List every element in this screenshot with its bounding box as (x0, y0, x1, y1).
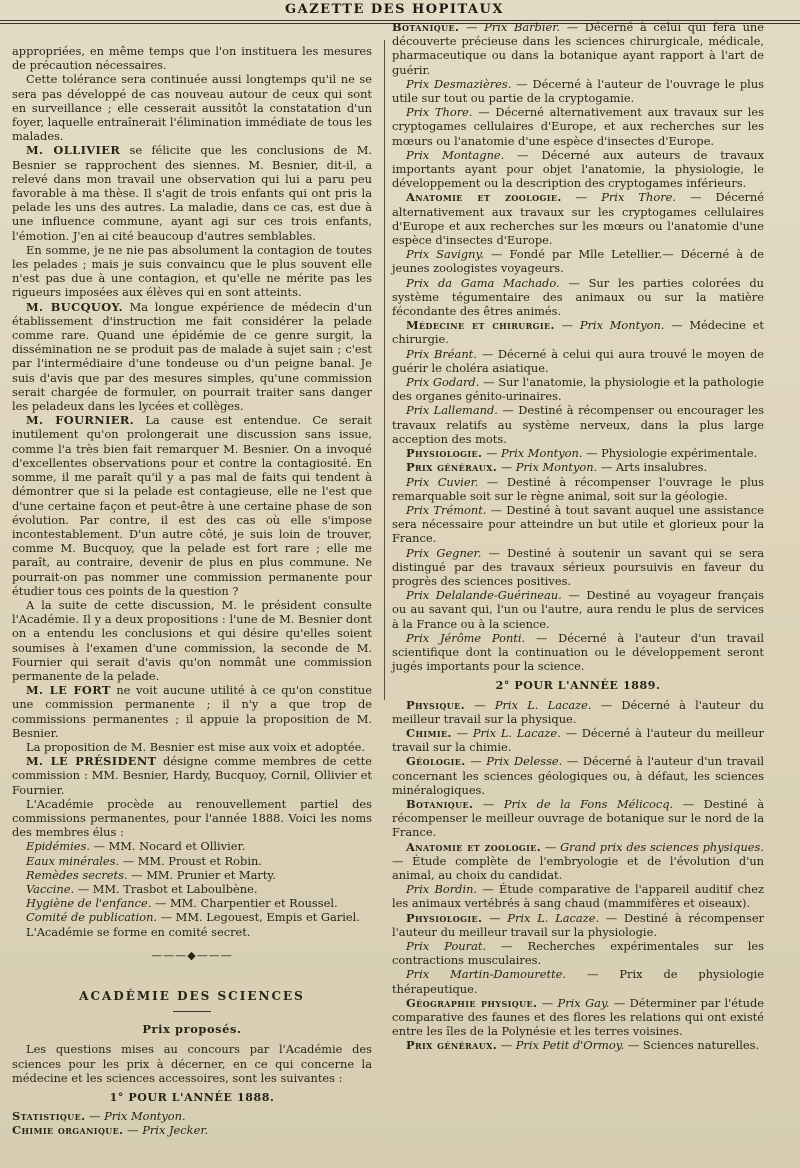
prize-category: Anatomie et zoologie. (406, 190, 562, 205)
commission-name: Hygiène de l'enfance. (26, 896, 152, 911)
prize-text: — Destiné à récompenser ou encourager les travaux relatifs au système nerveux, dans la plus large acception des mots. (392, 403, 764, 446)
prize-name: Grand prix des sciences physiques. (560, 839, 764, 854)
prize-name: Prix Gegner. (406, 545, 482, 560)
prize-name: Prix Petit d'Ormoy. (515, 1038, 625, 1053)
paragraph (12, 300, 372, 414)
paragraph-text: Ma longue expérience de médecin d'un établissement d'instruction me fait considérer la pelade comme rare. Quand une épidémie de ce genre surgit, la dissémination ne se produit pas de malade à sujet sain ; c'est par l'intermédiaire d'une tondeuse ou d'un peigne banal. Je suis d'avis que par des mesures simples, qu'une commission serait chargée de formuler, on pourrait traiter sans danger les peladeux dans les lycées et collèges. (12, 299, 372, 414)
prize-category: Statistique. (12, 1109, 86, 1124)
paragraph: appropriées, en même temps que l'on instituera les mesures de précaution nécessaires. (12, 44, 372, 73)
prize-text: — Médecine et chirurgie. (392, 318, 764, 347)
prize-category: Chimie organique. (12, 1123, 124, 1138)
commission-item (12, 839, 372, 853)
prize-text: — Décerné à celui qui aura trouvé le moyen de guérir le choléra asiatique. (392, 346, 765, 375)
prize-item: Physiologie. — Prix Montyon. — Physiologie expérimentale. (406, 446, 758, 461)
prize-item (392, 77, 764, 105)
paragraph: L'Académie procède au renouvellement partiel des commissions permanentes, pour l'année 1888. Voici les noms des membres élus : (12, 796, 372, 840)
prize-name: Prix Gay. (557, 995, 610, 1010)
prize-item (392, 503, 764, 546)
commission-item (12, 896, 372, 910)
prize-item (392, 631, 764, 674)
prize-text: — Décerné à l'auteur de l'ouvrage le plus utile sur tout ou partie de la cryptogamie. (392, 76, 764, 106)
prize-item: Géographie physique. — Prix Gay. — Déterminer par l'étude comparative des faunes et des flores les relations qui ont existé entre les îles de la Polynésie et les terres voisines. (392, 995, 764, 1039)
section-rule (173, 1011, 211, 1012)
prize-name: Prix Lallemand. (406, 403, 498, 418)
prize-item (392, 546, 764, 589)
prize-item (392, 967, 764, 995)
prize-text: — Destiné à récompenser l'ouvrage le plus remarquable soit sur le règne animal, soit sur la géologie. (392, 474, 765, 503)
prize-name: Prix Montyon. (104, 1109, 186, 1124)
prize-item (392, 403, 764, 446)
prize-item (392, 347, 764, 375)
paragraph: La proposition de M. Besnier est mise aux voix et adoptée. (26, 739, 365, 754)
prize-name: Prix Jérôme Ponti. (406, 630, 526, 645)
paragraph (12, 683, 372, 740)
prize-category: Prix généraux. (406, 460, 498, 475)
prize-text: — Destiné à récompenser l'auteur du meilleur travail sur la physiologie. (392, 910, 765, 939)
prize-item (392, 148, 764, 191)
prize-text: — Décerné alternativement aux travaux sur les cryptogames cellulaires d'Europe et aux recherches sur les mœurs ou l'anatomie d'une espèce d'insectes d'Europe. (392, 190, 764, 248)
prize-item: Physique. — Prix L. Lacaze. — Décerné à l'auteur du meilleur travail sur la physique. (392, 697, 764, 726)
prize-text: — Recherches expérimentales sur les contractions musculaires. (392, 939, 764, 968)
prize-category: Anatomie et zoologie. (406, 839, 542, 854)
speaker-name: M. BUCQUOY. (26, 299, 123, 314)
speaker-name: M. LE PRÉSIDENT (26, 754, 157, 769)
paragraph-text: La cause est entendue. Ce serait inutilement qu'on prolongerait une discussion sans issue, comme l'a très bien fait remarquer M. Besnier. On a invoqué d'excellentes observations pour et contre la contagiosité. En somme, il me paraît qu'il y a pas mal de faits qui tendent à démontrer que si la pelade est contagieuse, elle ne l'est que d'une certaine façon et peut-être à une certaine phase de son évolution. Par contre, il est des cas où elle s'impose incontestablement. D'un autre côté, je suis loin de trouver, comme M. Bucquoy, que la pelade est fort rare ; elle me paraît, au contraire, devenir de plus en plus commune. Ne pourrait-on pas nommer une commission permanente pour étudier tous ces points de la question ? (12, 413, 372, 598)
prize-item: Chimie. — Prix L. Lacaze. — Décerné à l'auteur du meilleur travail sur la chimie. (392, 725, 764, 755)
commission-members: — MM. Nocard et Ollivier. (89, 839, 246, 854)
prize-item: Botanique. — Prix de la Fons Mélicocq. — Destiné à récompenser le meilleur ouvrage de botanique sur le nord de la France. (392, 796, 765, 840)
prize-text: — Destiné au voyageur français ou au savant qui, l'un ou l'autre, aura rendu le plus de services à la France ou à la science. (392, 588, 764, 631)
prize-category: Physiologie. (406, 446, 483, 461)
prize-name: Prix L. Lacaze. (507, 910, 600, 925)
prize-text: — Étude comparative de l'appareil auditif chez les animaux vertébrés à sang chaud (mammifères et oiseaux). (392, 882, 764, 911)
commission-name: Vaccine. (26, 881, 75, 896)
prize-item: Prix généraux. — Prix Petit d'Ormoy. — Sciences naturelles. (406, 1038, 760, 1053)
prize-category: Physique. (406, 697, 465, 712)
prize-item: Médecine et chirurgie. — Prix Montyon. — Médecine et chirurgie. (392, 318, 764, 347)
prize-name: Prix Thore. (406, 105, 473, 120)
prize-name: Prix Montagne. (406, 147, 505, 162)
prize-item (392, 882, 764, 910)
prize-name: Prix Godard. (406, 375, 480, 390)
section-title: ACADÉMIE DES SCIENCES (79, 989, 305, 1003)
prize-name: Prix Bréant. (406, 346, 477, 361)
year-heading: 2° POUR L'ANNÉE 1889. (495, 679, 661, 693)
prize-item (392, 105, 764, 148)
prize-name: Prix Trémont. (406, 502, 487, 517)
prize-name: Prix Delalande-Guérineau. (406, 588, 562, 603)
year-heading: 1° POUR L'ANNÉE 1888. (109, 1091, 275, 1105)
paragraph: Cette tolérance sera continuée aussi longtemps qu'il ne se sera pas développé de cas nouveau autour de ceux qui sont en surveillance ; elle cesserait aussitôt la constatation d'un foyer, laquelle entraînerait l'élimination immédiate de tous les malades. (12, 72, 372, 144)
prize-item: Anatomie et zoologie. — Prix Thore. — Décerné alternativement aux travaux sur les cryptogames cellulaires d'Europe et aux recherches sur les mœurs ou l'anatomie d'une espèce d'insectes d'Europe. (392, 190, 764, 248)
paragraph (12, 143, 372, 242)
prize-text: — Arts insalubres. (600, 460, 708, 475)
paragraph (12, 413, 372, 598)
prize-item: Géologie. — Prix Delesse. — Décerné à l'auteur d'un travail concernant les sciences géologiques ou, à défaut, les sciences minéralogiques. (392, 754, 764, 797)
prize-item: Prix généraux. — Prix Montyon. — Arts insalubres. (406, 460, 708, 475)
prize-category: Géologie. (406, 754, 466, 769)
commission-members: — MM. Prunier et Marty. (127, 867, 276, 882)
prize-category: Chimie. (406, 725, 452, 740)
prize-item: Statistique. — Prix Montyon. (12, 1109, 186, 1124)
paragraph (12, 754, 372, 797)
column-divider (384, 40, 385, 700)
prize-name: Prix de la Fons Mélicocq. (503, 796, 674, 811)
commission-members: — MM. Proust et Robin. (119, 853, 262, 868)
prize-text: — Fondé par Mlle Letellier.— Décerné à de jeunes zoologistes voyageurs. (392, 247, 765, 276)
prize-name: Prix Delesse. (486, 754, 563, 769)
commission-item (12, 910, 372, 924)
prize-category: Botanique. (406, 796, 474, 811)
section-ornament: ———◆——— (151, 948, 233, 962)
paragraph: L'Académie se forme en comité secret. (26, 924, 251, 939)
commission-members: — MM. Legouest, Empis et Gariel. (157, 910, 360, 925)
speaker-name: M. OLLIVIER (26, 143, 121, 158)
speaker-name: M. LE FORT (26, 683, 111, 698)
prize-item: Physiologie. — Prix L. Lacaze. — Destiné à récompenser l'auteur du meilleur travail sur la physiologie. (392, 910, 765, 939)
commission-name: Epidémies. (26, 839, 90, 854)
prize-text: — Décerné à celui qui fera une découverte précieuse dans les sciences chirurgicale, médicale, pharmaceutique ou dans la botanique ayant rapport à l'art de guérir. (392, 20, 764, 77)
prize-name: Prix Jecker. (142, 1123, 209, 1138)
prize-text: — Décerné à l'auteur d'un travail concernant les sciences géologiques ou, à défaut, les sciences minéralogiques. (392, 754, 764, 797)
prize-text: — Décerné à l'auteur du meilleur travail sur la physique. (392, 697, 764, 726)
prize-name: Prix Montyon. (501, 446, 583, 461)
paragraph: Les questions mises au concours par l'Académie des sciences pour les prix à décerner, en ce qui concerne la médecine et les sciences accessoires, sont les suivantes : (12, 1042, 372, 1085)
prize-text: — Sur l'anatomie, la physiologie et la pathologie des organes génito-urinaires. (392, 375, 764, 404)
prize-category: Médecine et chirurgie. (406, 318, 555, 333)
paragraph: En somme, je ne nie pas absolument la contagion de toutes les pelades ; mais je suis convaincu que le plus souvent elle n'est pas due à une contagion, et qu'elle ne mérite pas les rigueurs imposées aux élèves qui en sont atteints. (12, 242, 372, 300)
prize-item: Anatomie et zoologie. — Grand prix des sciences physiques. — Étude complète de l'embryologie et de l'évolution d'un animal, au choix du candidat. (392, 839, 764, 882)
prize-category: Botanique. (392, 20, 460, 34)
prize-name: Prix Montyon. (515, 460, 598, 475)
prize-item (392, 247, 764, 275)
commission-name: Eaux minérales. (26, 853, 120, 868)
prize-item: Botanique. — Prix Barbier. — Décerné à celui qui fera une découverte précieuse dans les sciences chirurgicale, médicale, pharmaceutique ou dans la botanique ayant rapport à l'art de guérir. (392, 20, 764, 77)
commission-item (12, 854, 372, 868)
prize-category: Géographie physique. (406, 995, 538, 1010)
subsection-title: Prix proposés. (142, 1022, 242, 1037)
prize-category: Physiologie. (406, 910, 483, 925)
prize-name: Prix Savigny. (406, 247, 485, 262)
left-column (12, 44, 372, 1138)
prize-name: Prix Barbier. (484, 20, 561, 34)
commission-name: Comité de publication. (26, 910, 158, 925)
prize-text: — Physiologie expérimentale. (586, 446, 758, 461)
prize-name: Prix Thore. (601, 190, 677, 205)
prize-name: Prix Montyon. (579, 318, 665, 333)
paragraph-text: se félicite que les conclusions de M. Besnier se rapprochent des siennes. M. Besnier, dit-il, a relevé dans mon travail une observation qui lui a paru peu favorable à ma thèse. Il s'agit de trois enfants qui ont pris la pelade les uns des autres. La maladie, dans ce cas, est due à une influence commune, ayant agi sur ces trois enfants, l'émotion. J'en ai cité beaucoup d'autres semblables. (12, 143, 372, 243)
prize-text: — Destiné à soutenir un savant qui se sera distingué par des travaux sérieux poursuivis en faveur du progrès des sciences positives. (392, 545, 764, 588)
prize-name: Prix Cuvier. (406, 474, 479, 489)
commission-name: Remèdes secrets. (26, 867, 128, 882)
paragraph-text: désigne comme membres de cette commission : MM. Besnier, Hardy, Bucquoy, Cornil, Ollivier et Fournier. (12, 754, 373, 797)
prize-text: — Destiné à tout savant auquel une assistance sera nécessaire pour atteindre un but utile et glorieux pour la France. (392, 502, 765, 546)
prize-name: Prix Pourat. (406, 939, 487, 953)
prize-text: — Décerné à l'auteur d'un travail scientifique dont la continuation ou le développement seront jugés importants pour la science. (392, 630, 764, 674)
prize-text: — Déterminer par l'étude comparative des faunes et des flores les relations qui ont existé entre les îles de la Polynésie et les terres voisines. (392, 995, 764, 1039)
right-column (392, 20, 764, 1053)
prize-item (392, 588, 764, 631)
prize-text: — Décerné à l'auteur du meilleur travail sur la chimie. (392, 725, 764, 755)
prize-name: Prix Martin-Damourette. (406, 967, 567, 982)
prize-text: — Prix de physiologie thérapeutique. (392, 967, 765, 996)
prize-item (392, 375, 764, 403)
prize-item: Chimie organique. — Prix Jecker. (12, 1123, 209, 1138)
prize-name: Prix Bordin. (406, 882, 478, 897)
commission-members: — MM. Charpentier et Roussel. (151, 896, 338, 911)
prize-name: Prix L. Lacaze. (472, 725, 561, 740)
prize-text: — Décerné aux auteurs de travaux importants ayant pour objet l'anatomie, la physiologie, le développement ou la description des cryptogames inférieurs. (392, 147, 765, 191)
commission-item (12, 868, 372, 882)
prize-text: — Décerné alternativement aux travaux sur les cryptogames cellulaires d'Europe, et aux recherches sur les mœurs ou l'anatomie d'une espèce d'insectes d'Europe. (392, 105, 764, 148)
paragraph-text: ne voit aucune utilité à ce qu'on constitue une commission permanente ; il n'y a que trop de commissions permanentes ; il appuie la proposition de M. Besnier. (12, 683, 372, 740)
prize-item (392, 276, 764, 319)
prize-name: Prix da Gama Machado. (406, 275, 560, 290)
prize-text: — Sur les parties colorées du système tégumentaire des animaux ou sur la matière fécondante des êtres animés. (392, 275, 765, 319)
paragraph: A la suite de cette discussion, M. le président consulte l'Académie. Il y a deux propositions : l'une de M. Besnier dont on a entendu les conclusions et qui désire qu'elles soient soumises à l'examen d'une commission, la seconde de M. Fournier qui serait d'avis qu'on nommât une commission permanente de la pelade. (12, 597, 372, 683)
prize-name: Prix Desmazières. (406, 76, 512, 91)
prize-name: Prix L. Lacaze. (494, 697, 592, 712)
page-title: GAZETTE DES HOPITAUX (285, 2, 504, 17)
prize-text: — Destiné à récompenser le meilleur ouvrage de botanique sur le nord de la France. (392, 796, 765, 840)
prize-item (392, 475, 764, 503)
prize-category: Prix généraux. (406, 1038, 498, 1053)
commission-members: — MM. Trasbot et Laboulbène. (74, 881, 258, 896)
commission-item (12, 882, 372, 896)
prize-item (392, 939, 764, 967)
prize-text: — Étude complète de l'embryologie et de l'évolution d'un animal, au choix du candidat. (392, 853, 764, 882)
speaker-name: M. FOURNIER. (26, 413, 135, 428)
prize-text: — Sciences naturelles. (627, 1038, 760, 1053)
